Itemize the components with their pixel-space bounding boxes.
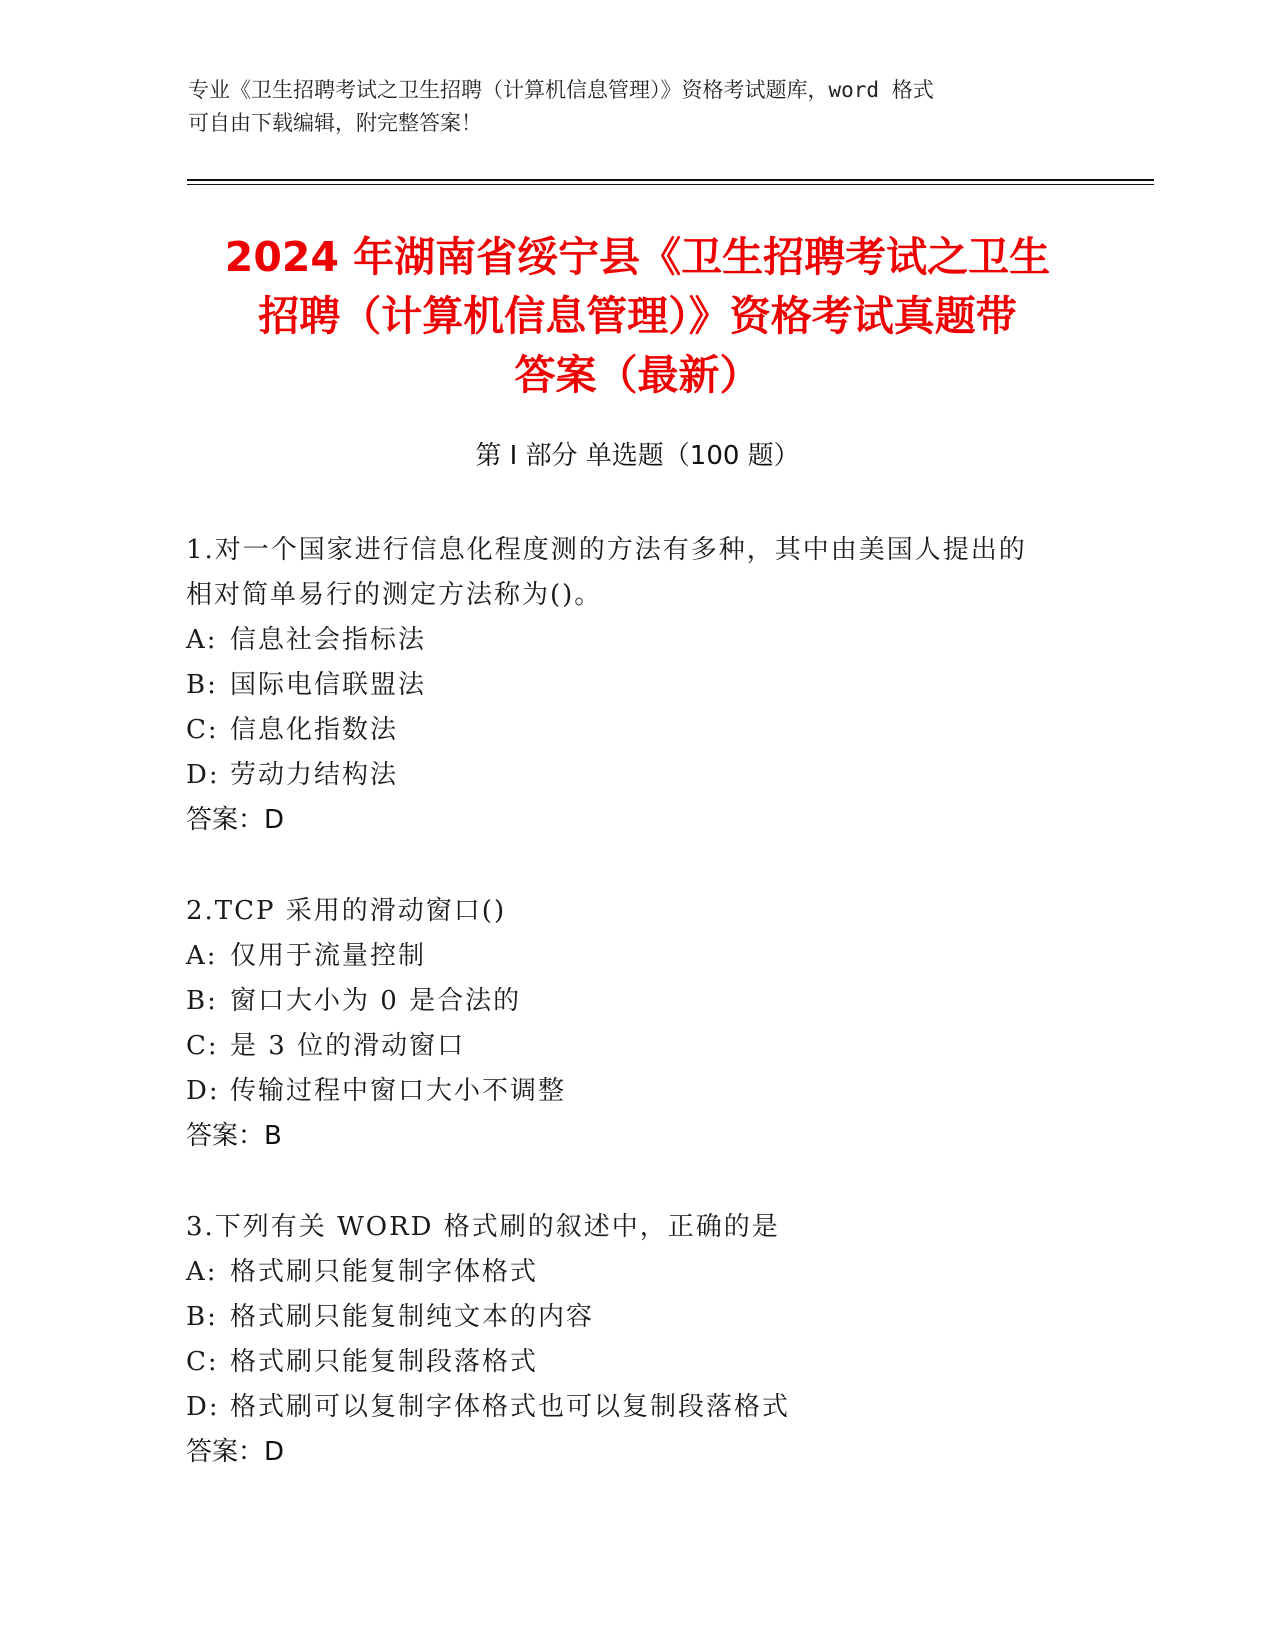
title-line: 2024 年湖南省绥宁县《卫生招聘考试之卫生 [224,233,1051,281]
header-divider [187,179,1154,181]
option-key: D: [186,1076,220,1106]
header-note-line: 可自由下载编辑，附完整答案！ [188,111,482,135]
answer: 答案：B [186,1121,282,1151]
option-text: 信息社会指标法 [230,625,427,655]
option-text: 格式刷可以复制字体格式也可以复制段落格式 [230,1392,791,1422]
option-key: D: [186,1392,220,1422]
option-c [186,1024,1086,1069]
option-c [186,1340,1086,1385]
option-key: C: [186,1031,219,1061]
option-c [186,708,1086,753]
header-note-line: 专业《卫生招聘考试之卫生招聘（计算机信息管理）》资格考试题库，word 格式 [188,78,934,102]
option-text: 劳动力结构法 [230,760,399,790]
option-d [186,1385,1086,1430]
section-heading: 第 I 部分 单选题（100 题） [475,441,800,471]
question-stem: 相对简单易行的测定方法称为()。 [186,580,603,610]
option-text: 格式刷只能复制段落格式 [230,1347,539,1377]
option-key: C: [186,715,219,745]
option-key: B: [186,986,218,1016]
answer: 答案：D [186,805,285,835]
option-text: 格式刷只能复制字体格式 [230,1257,539,1287]
option-text: 国际电信联盟法 [230,670,427,700]
option-text: 传输过程中窗口大小不调整 [230,1076,567,1106]
document-title [150,228,1125,405]
option-key: A: [186,941,218,971]
question-3 [186,1205,1086,1475]
header-divider-thin [187,184,1154,185]
option-text: 格式刷只能复制纯文本的内容 [230,1302,595,1332]
question-2 [186,889,1086,1159]
option-a [186,618,1086,663]
question-1 [186,528,1086,843]
option-d [186,1069,1086,1114]
option-key: B: [186,670,218,700]
title-line: 答案（最新） [514,351,761,399]
option-a [186,1250,1086,1295]
option-d [186,753,1086,798]
option-text: 信息化指数法 [230,715,399,745]
question-stem: 3.下列有关 WORD 格式刷的叙述中，正确的是 [186,1212,780,1242]
question-list [186,528,1086,1521]
option-key: C: [186,1347,219,1377]
option-a [186,934,1086,979]
option-text: 是 3 位的滑动窗口 [230,1031,466,1061]
option-key: A: [186,1257,218,1287]
header-note [188,74,1088,140]
title-line: 招聘（计算机信息管理）》资格考试真题带 [258,292,1017,340]
answer: 答案：D [186,1437,285,1467]
option-b [186,1295,1086,1340]
option-text: 仅用于流量控制 [230,941,427,971]
option-key: B: [186,1302,218,1332]
question-stem: 2.TCP 采用的滑动窗口() [186,896,507,926]
option-b [186,663,1086,708]
option-text: 窗口大小为 0 是合法的 [230,986,522,1016]
option-key: D: [186,760,220,790]
option-key: A: [186,625,218,655]
option-b [186,979,1086,1024]
question-stem: 1.对一个国家进行信息化程度测的方法有多种，其中由美国人提出的 [186,535,1027,565]
